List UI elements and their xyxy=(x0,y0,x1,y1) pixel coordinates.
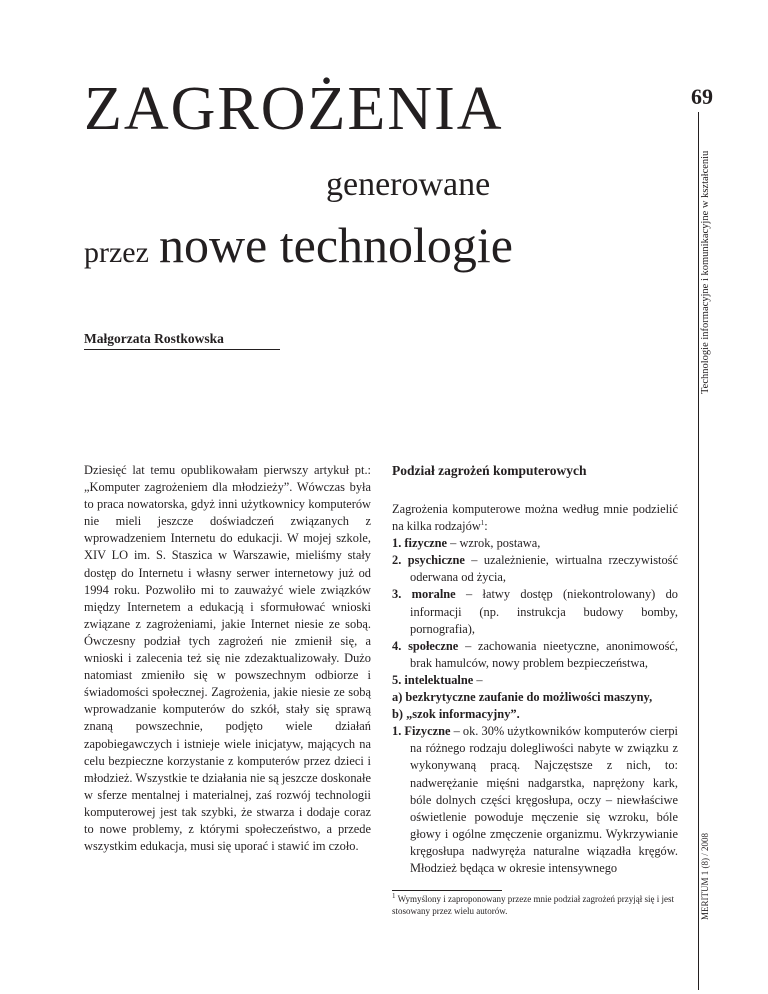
physical-threats-paragraph: 1. Fizyczne – ok. 30% użytkowników komputerów cierpi na różnego rodzaju dolegliwości nabyte w związku z wykonywaną pracą. Najczęstsze z nich, to: nadwerężanie mięśni nadgarstka, naprężony kark, bóle dolnych części kręgosłupa, oczy – niewłaściwe oświetlenie powoduje męczenie się wzroku, bóle głowy i ogólne zmęczenie organizmu. Wykrzywianie kręgosłupa nadwyręża naturalne wiązadła kręgów. Młodzież będąca w okresie intensywnego xyxy=(392,724,678,875)
intro-paragraph: Zagrożenia komputerowe można według mnie podzielić na kilka rodzajów$^1$: xyxy=(392,502,678,534)
side-divider xyxy=(698,112,699,990)
footnote-ref: 1 xyxy=(480,518,485,527)
list-item: 3. moralne – łatwy dostęp (niekontrolowany) do informacji (np. instrukcja budowy bomby, pornografia), xyxy=(392,587,678,636)
sublist-item-a: a) bezkrytyczne zaufanie do możliwości maszyny, xyxy=(392,690,653,705)
subtitle-small-word: przez xyxy=(84,236,149,269)
footnote-divider xyxy=(392,890,502,891)
side-section-text: Technologie informacyjne i komunikacyjne w kształceniu xyxy=(700,150,711,394)
footnote xyxy=(392,893,678,917)
article-subtitle-line1: generowane xyxy=(326,166,491,203)
footnote-number: 1 xyxy=(392,892,396,900)
side-journal-text: MERITUM 1 (8) / 2008 xyxy=(700,833,710,920)
left-column-text: Dziesięć lat temu opublikowałam pierwszy artykuł pt.: „Komputer zagrożeniem dla młodzieży”. Wówczas była to praca nowatorska, gdyż inni użytkownicy komputerów nie mieli jeszcze doświadczeń związanych z wprowadzeniem Internetu do edukacji. W mojej szkole, XIV LO im. S. Staszica w Warszawie, mieliśmy stały dostęp do Internetu i własny serwer internetowy już od 1994 roku. Pozwoliło mi to zauważyć wiele związków między Internetem a edukacją i sformułować wnioski związane z zagrożeniami, jakie Internet niesie ze sobą. Ówczesny podział tych zagrożeń nie zmienił się, a wnioski i zalecenia też się nie zdezaktualizowały. Dużo natomiast zmieniło się w powszechnym odbiorze i świadomości społecznej. Zagrożenia, jakie niesie ze sobą wprowadzanie komputerów do szkół, stały się sprawą znaną powszechnie, podjęto wiele działań zapobiegawczych i istnieje wiele inicjatyw, mających na celu bezpieczne korzystanie z komputerów przez dzieci i młodzież. Wszystkie te działania nie są jeszcze doskonałe w sferze mentalnej i materialnej, zaś rozwój technologii komputerowej jest tak szybki, że stwarza i dodaje coraz to nowe problemy, z którymi społeczeństwo, a przede wszystkim edukacja, musi się uporać i stawić im czoło. xyxy=(84,463,371,854)
side-journal-label xyxy=(700,770,714,920)
section-heading: Podział zagrożeń komputerowych xyxy=(392,463,587,478)
author-name: Małgorzata Rostkowska xyxy=(84,331,224,346)
article-subtitle-line2 xyxy=(84,217,513,273)
page-number: 69 xyxy=(691,84,713,109)
footnote-text: Wymyślony i zaproponowany przeze mnie podział zagrożeń przyjął się i jest stosowany przez wielu autorów. xyxy=(392,894,674,916)
list-item: 1. fizyczne – wzrok, postawa, xyxy=(392,536,541,551)
author-underline xyxy=(84,349,280,350)
side-section-label xyxy=(700,114,714,394)
sublist-item-b: b) „szok informacyjny”. xyxy=(392,707,520,722)
right-column xyxy=(392,462,678,877)
list-item: 2. psychiczne – uzależnienie, wirtualna rzeczywistość oderwana od życia, xyxy=(392,553,678,585)
threat-list xyxy=(392,535,678,689)
article-title: ZAGROŻENIA xyxy=(84,75,504,143)
list-item: 5. intelektualne – xyxy=(392,672,483,687)
list-item: 4. społeczne – zachowania nieetyczne, anonimowość, brak hamulców, nowy problem bezpieczeństwa, xyxy=(392,638,678,670)
subtitle-big-words: nowe technologie xyxy=(158,217,513,273)
